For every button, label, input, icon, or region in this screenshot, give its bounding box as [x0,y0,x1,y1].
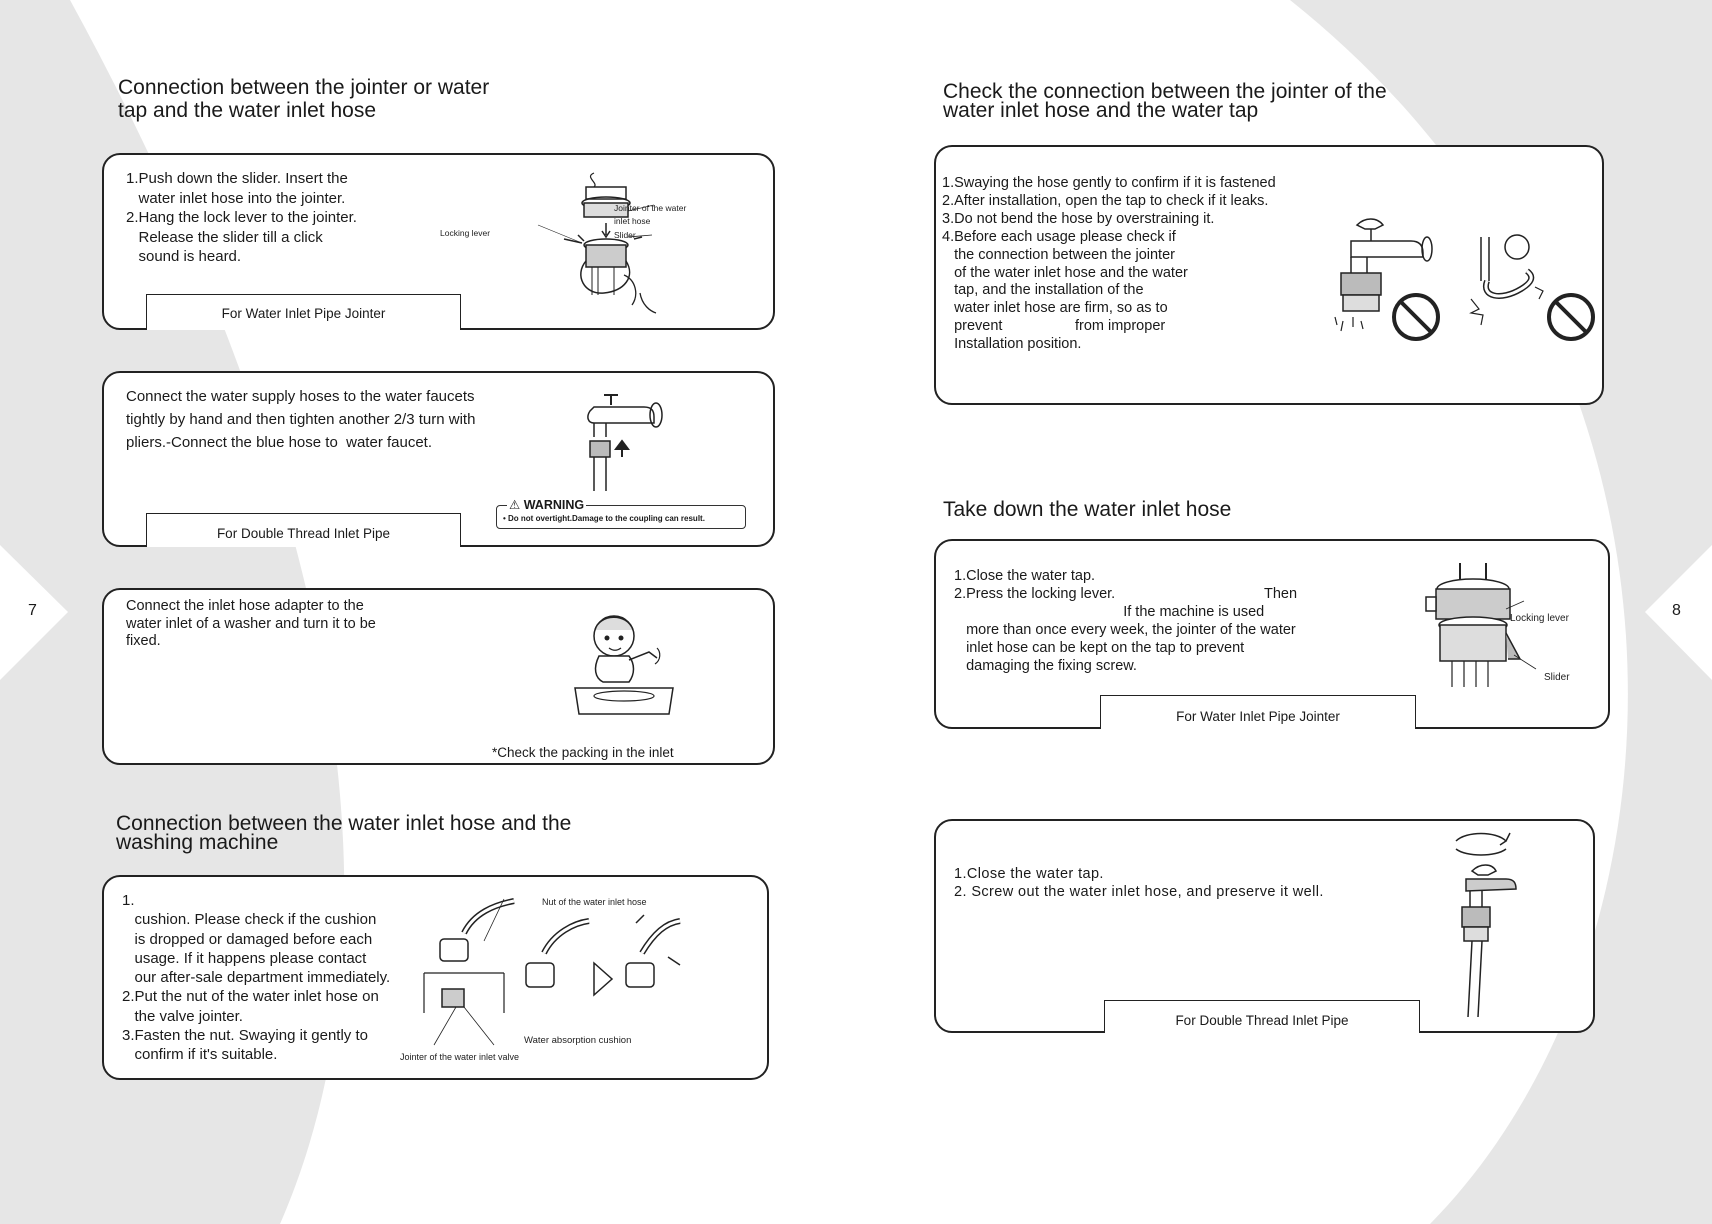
panel-double-thread-pipe [102,371,775,547]
instruction-text: 1. cushion. Please check if the cushion is dropped or damaged before each usage. If it happens please contact our after-sale department immediately. 2.Put the nut of the water inlet hose on the valve jointer. 3.Fasten the nut. Swaying it gently to confirm if it's suitable. [122,892,391,1064]
section-heading-machine-connection [116,814,571,852]
jointer-removal-illustration [1416,563,1546,693]
instruction-text: Connect the water supply hoses to the water faucets tightly by hand and then tighten another 2/3 turn with pliers.-Connect the blue hose to water faucet. [126,388,476,451]
warning-icon: ⚠ [509,498,524,512]
callout-slider: Slider [1544,672,1570,683]
leak-check-illustration [1331,217,1601,347]
heading-line: washing machine [116,831,279,854]
caption-label: For Double Thread Inlet Pipe [1104,1000,1420,1033]
panel-check-connection [934,145,1604,405]
warning-box [496,498,746,529]
heading-line: Connection between the jointer or water [118,76,490,99]
panel-inlet-pipe-jointer [102,153,775,330]
section-heading-take-down: Take down the water inlet hose [943,498,1232,521]
heading-line: tap and the water inlet hose [118,99,377,122]
warning-text: • Do not overtight.Damage to the coupling can result. [503,514,705,523]
page-number-left: 7 [28,602,37,619]
instruction-text: 1.Push down the slider. Insert the water inlet hose into the jointer. 2.Hang the lock lever to the jointer. Release the slider till a click sound is heard. [126,170,357,265]
heading-line: water inlet hose and the water tap [943,99,1259,122]
instruction-text: Connect the inlet hose adapter to the water inlet of a washer and turn it to be fixed. [126,598,376,649]
child-washer-illustration [569,608,679,718]
instruction-text: 1.Close the water tap. 2.Press the locking lever. Then If the machine is used more than once every week, the jointer of the water inlet hose can be kept on the tap to prevent damaging the fixing screw. [954,568,1298,674]
page-number-right: 8 [1672,602,1681,619]
faucet-illustration [584,393,674,493]
packing-note: *Check the packing in the inlet [492,745,674,760]
callout-locking-lever: Locking lever [440,228,491,238]
callout-slider: Slider [614,230,636,240]
panel-take-down-jointer [934,539,1610,729]
jointer-illustration [524,165,704,315]
panel-machine-connection [102,875,769,1080]
callout-nut: Nut of the water inlet hose [542,897,647,907]
section-heading-check-connection [943,82,1387,120]
callout-jointer: Jointer of the water inlet hose [614,203,687,226]
instruction-text: 1.Swaying the hose gently to confirm if it is fastened 2.After installation, open the tap to check if it leaks. 3.Do not bend the hose by overstraining it. 4.Before each usage please check if the connection between the jointer of the water inlet hose and the water tap, and the installation of the water inlet hose are firm, so as to prevent from improper Installation position. [942,175,1276,353]
callout-cushion: Water absorption cushion [524,1035,632,1046]
panel-take-down-thread [934,819,1595,1033]
warning-title-text: WARNING [523,498,585,512]
caption-label: For Water Inlet Pipe Jointer [146,294,461,330]
callout-locking-lever: Locking lever [1510,613,1569,624]
section-heading-jointer-connection [118,76,489,122]
caption-label: For Double Thread Inlet Pipe [146,513,461,547]
panel-washer-inlet [102,588,775,765]
warning-title [507,497,586,512]
unscrew-illustration [1436,827,1536,1017]
heading-line: Check the connection between the jointer of the [943,80,1387,103]
caption-label: For Water Inlet Pipe Jointer [1100,695,1416,729]
callout-valve: Jointer of the water inlet valve [400,1052,520,1062]
heading-line: Connection between the water inlet hose and the [116,812,572,835]
instruction-text: 1.Close the water tap. 2. Screw out the water inlet hose, and preserve it well. [954,866,1324,900]
valve-connection-illustration [404,893,704,1053]
